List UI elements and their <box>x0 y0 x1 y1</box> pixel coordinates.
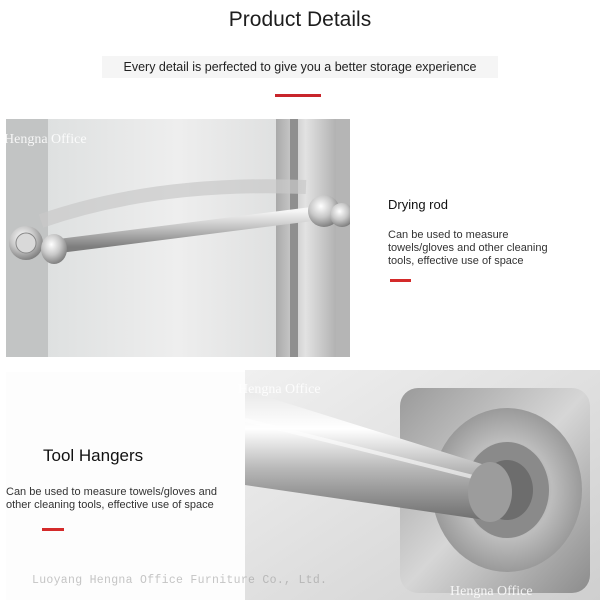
page-subtitle: Every detail is perfected to give you a better storage experience <box>102 56 498 78</box>
drying-rod-photo <box>6 119 350 357</box>
towel-rod-photo-icon <box>6 119 350 357</box>
tool-hangers-description: Can be used to measure towels/gloves and other cleaning tools, effective use of space <box>6 486 217 512</box>
drying-rod-title: Drying rod <box>388 197 448 212</box>
tool-hangers-accent <box>42 528 64 531</box>
tool-hanger-photo <box>245 370 600 600</box>
watermark-brand: Hengna Office <box>4 132 87 147</box>
tool-hanger-photo-icon <box>245 370 600 600</box>
drying-rod-description: Can be used to measure towels/gloves and other cleaning tools, effective use of space <box>388 229 548 268</box>
watermark-brand-2: Hengna Office <box>238 382 321 397</box>
watermark-brand-3: Hengna Office <box>450 584 533 599</box>
company-watermark: Luoyang Hengna Office Furniture Co., Ltd. <box>32 574 328 587</box>
title-accent-bar <box>275 94 321 97</box>
tool-hangers-title: Tool Hangers <box>43 446 144 465</box>
drying-rod-accent <box>390 279 411 282</box>
page-title: Product Details <box>228 8 372 31</box>
